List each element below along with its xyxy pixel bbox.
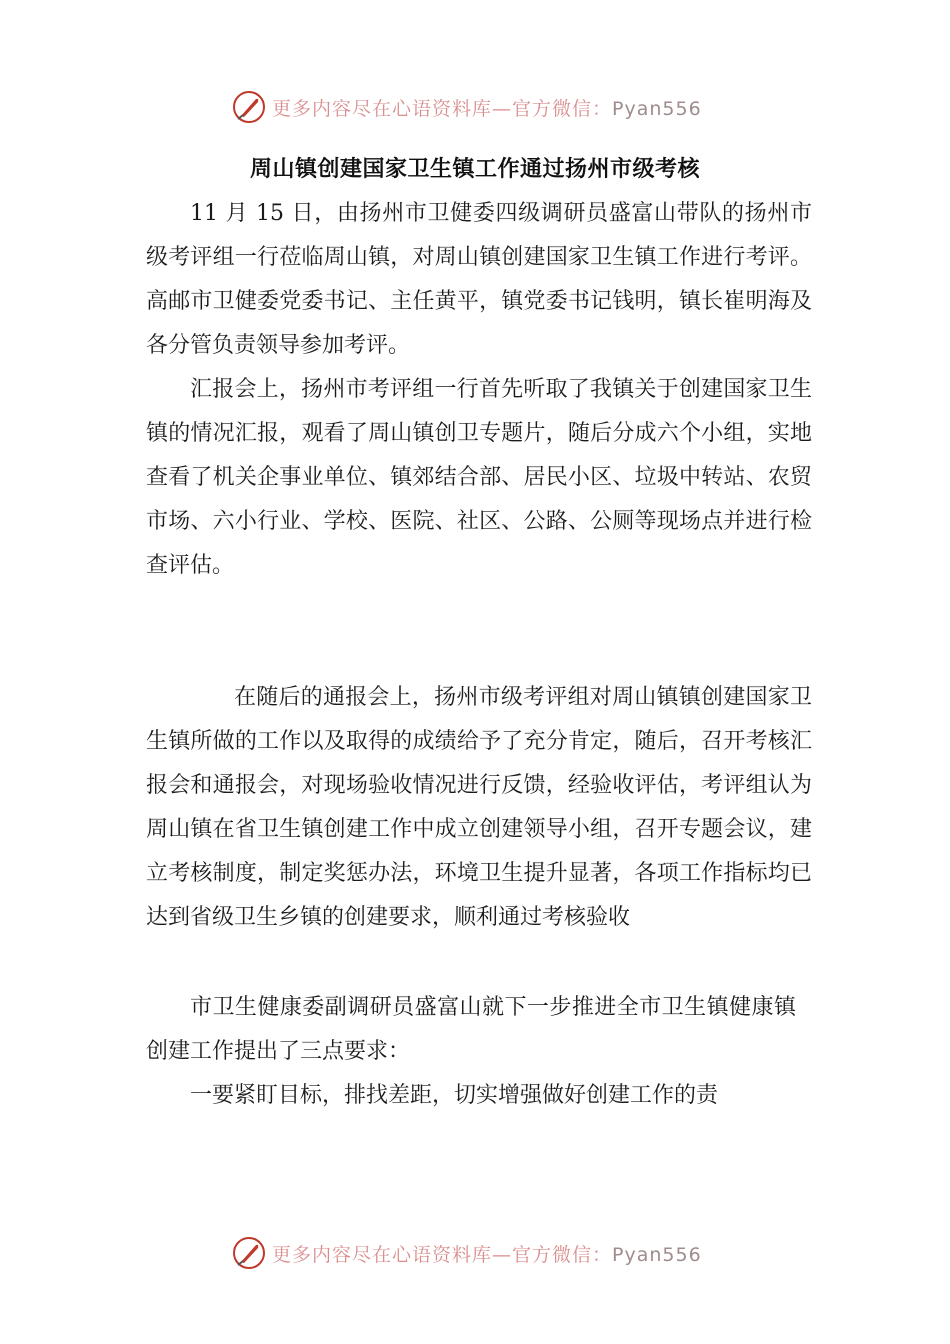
paragraph-1 — [146, 192, 812, 368]
paragraph-text: 市卫生健康委副调研员盛富山就下一步推进全市卫生镇健康镇创建工作提出了三点要求： — [146, 995, 796, 1064]
paragraph-2 — [146, 368, 812, 588]
watermark-banner-bottom — [232, 1236, 702, 1270]
watermark-text: 更多内容尽在心语资料库—官方微信：Pyan556 — [272, 1243, 702, 1266]
paragraph-text: 一要紧盯目标，排找差距，切实增强做好创建工作的责 — [190, 1083, 719, 1108]
wechat-id: Pyan556 — [612, 97, 702, 120]
paragraph-5 — [146, 1074, 812, 1118]
paragraph-4 — [146, 986, 796, 1074]
quill-pen-logo-icon — [232, 90, 266, 124]
paragraph-text: 在随后的通报会上，扬州市级考评组对周山镇镇创建国家卫生镇所做的工作以及取得的成绩给予了充分肯定，随后，召开考核汇报会和通报会，对现场验收情况进行反馈，经验收评估，考评组认为周山镇在省卫生镇创建工作中成立创建领导小组，召开专题会议，建立考核制度，制定奖惩办法，环境卫生提升显著，各项工作指标均已达到省级卫生乡镇的创建要求，顺利通过考核验收 — [146, 685, 812, 930]
watermark-text: 更多内容尽在心语资料库—官方微信：Pyan556 — [272, 97, 702, 120]
quill-pen-logo-icon — [232, 1236, 266, 1270]
watermark-banner-top — [232, 90, 702, 124]
paragraph-3 — [146, 676, 812, 940]
wechat-id: Pyan556 — [612, 1243, 702, 1266]
document-title: 周山镇创建国家卫生镇工作通过扬州市级考核 — [249, 157, 700, 182]
paragraph-text: 11 月 15 日，由扬州市卫健委四级调研员盛富山带队的扬州市级考评组一行莅临周山镇，对周山镇创建国家卫生镇工作进行考评。高邮市卫健委党委书记、主任黄平，镇党委书记钱明，镇长崔明海及各分管负责领导参加考评。 — [146, 201, 812, 358]
paragraph-text: 汇报会上，扬州市考评组一行首先听取了我镇关于创建国家卫生镇的情况汇报，观看了周山镇创卫专题片，随后分成六个小组，实地查看了机关企事业单位、镇郊结合部、居民小区、垃圾中转站、农贸市场、六小行业、学校、医院、社区、公路、公厕等现场点并进行检查评估。 — [146, 377, 812, 578]
